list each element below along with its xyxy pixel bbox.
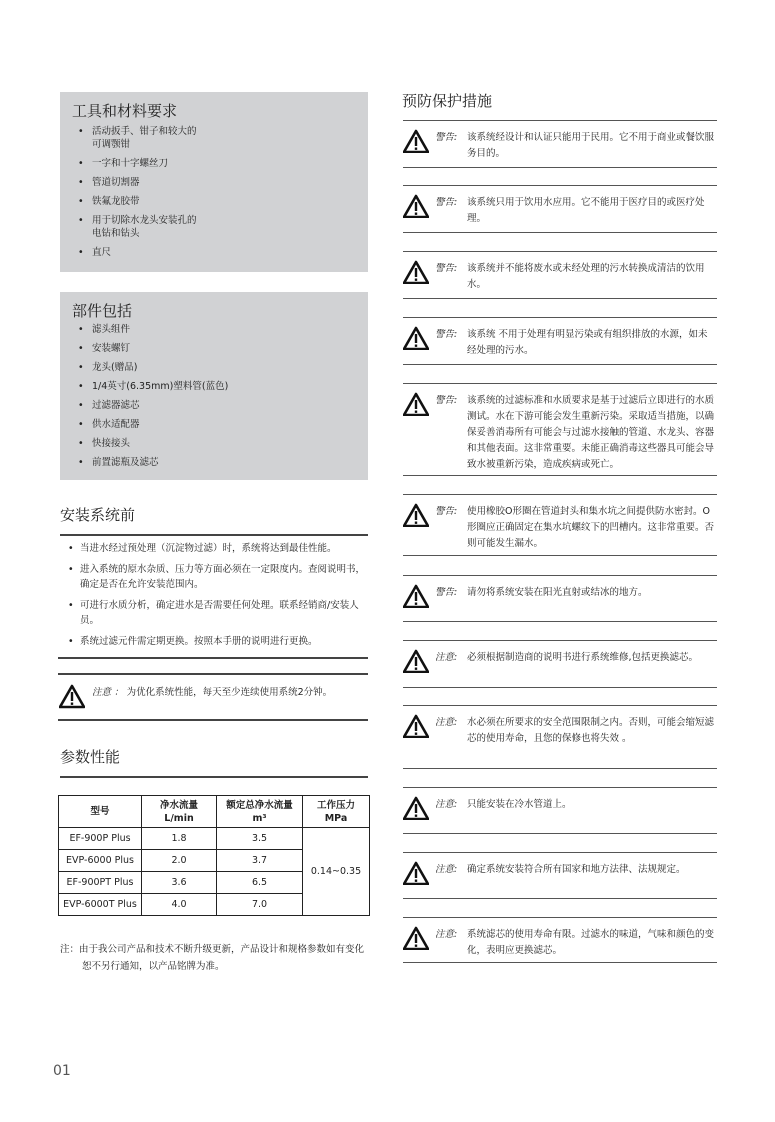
col-pressure: 工作压力 MPa (303, 796, 370, 828)
warning-icon (403, 926, 429, 950)
precaution-label: 警告: (435, 132, 458, 143)
precaution-body: 该系统的过滤标准和水质要求是基于过滤后立即进行的水质测试。水在下游可能会发生重新污染。采取适当措施，以确保妥善消毒所有可能会与过滤水接触的管道、水龙头、容器和其他表面。这非常重要。未能正确消毒这些器具可能会导致水被重新污染，造成疾病或死亡。 (467, 395, 715, 470)
precaution-item (403, 120, 717, 168)
warning-icon (403, 861, 429, 885)
precaution-body: 使用橡胶O形圈在管道封头和集水坑之间提供防水密封。O形圈应正确固定在集水坑螺纹下的凹槽内。这非常重要。否则可能发生漏水。 (467, 506, 715, 549)
precaution-body: 该系统经设计和认证只能用于民用。它不用于商业或餐饮服务目的。 (467, 132, 715, 159)
table-header-row (59, 796, 370, 828)
precaution-label: 注意: (435, 652, 458, 663)
list-item: • 一字和十字螺丝刀 (78, 157, 356, 170)
parts-list (72, 323, 356, 469)
col-flow: 净水流量 L/min (142, 796, 217, 828)
parts-title: 部件包括 (72, 302, 133, 320)
list-item: • 管道切割器 (78, 176, 356, 189)
list-item: • 铁氟龙胶带 (78, 195, 356, 208)
before-title: 安装系统前 (60, 506, 136, 524)
tools-list (72, 125, 356, 259)
precaution-label: 警告: (435, 587, 458, 598)
precaution-label: 注意: (435, 717, 458, 728)
precaution-text (435, 862, 717, 878)
precaution-body: 水必须在所要求的安全范围限制之内。否则，可能会缩短滤芯的使用寿命，且您的保修也将失效 。 (467, 717, 715, 744)
precaution-item (403, 251, 717, 299)
list-item: • 用于切除水龙头安装孔的 电钻和钻头 (78, 214, 356, 240)
table-row: EVP-6000 Plus 2.0 3.7 (59, 850, 370, 872)
tools-box (60, 92, 368, 272)
precaution-item (403, 787, 717, 834)
precaution-text (435, 261, 717, 293)
precaution-item (403, 317, 717, 365)
list-item: • 可进行水质分析，确定进水是否需要任何处理。联系经销商/安装人员。 (64, 598, 370, 628)
caution-label: 注意 ： (92, 687, 124, 698)
list-item: • 系统过滤元件需定期更换。按照本手册的说明进行更换。 (64, 634, 370, 649)
precaution-body: 该系统 不用于处理有明显污染或有组织排放的水源，如未经处理的污水。 (467, 329, 708, 356)
divider (58, 673, 368, 675)
precaution-item (403, 185, 717, 233)
precaution-item (403, 640, 717, 688)
pressure-cell: 0.14~0.35 (303, 828, 370, 916)
warning-icon (403, 796, 429, 820)
warning-icon (403, 584, 429, 608)
warning-icon (403, 326, 429, 350)
precaution-item (403, 494, 717, 556)
precaution-text (435, 927, 717, 959)
caution-text: 为优化系统性能，每天至少连续使用系统2分钟。 (126, 687, 333, 698)
parts-box (60, 292, 368, 480)
tools-title: 工具和材料要求 (72, 102, 178, 120)
precaution-body: 该系统并不能将废水或未经处理的污水转换成清洁的饮用水。 (467, 263, 705, 290)
warning-icon (59, 684, 85, 710)
precaution-body: 该系统只用于饮用水应用。它不能用于医疗目的或医疗处理。 (467, 197, 705, 224)
precaution-body: 只能安装在冷水管道上。 (467, 799, 572, 810)
precaution-label: 注意: (435, 864, 458, 875)
precaution-label: 警告: (435, 395, 458, 406)
precaution-text (435, 195, 717, 227)
col-model: 型号 (59, 796, 142, 828)
specs-title: 参数性能 (60, 748, 121, 766)
precaution-item (403, 917, 717, 963)
precaution-body: 系统滤芯的使用寿命有限。过滤水的味道，气味和颜色的变化，表明应更换滤芯。 (467, 929, 715, 956)
precaution-label: 警告: (435, 506, 458, 517)
precaution-text (435, 393, 717, 473)
divider (58, 719, 368, 721)
page-number: 01 (53, 1063, 71, 1079)
precaution-text (435, 797, 717, 813)
precaution-label: 警告: (435, 263, 458, 274)
warning-icon (403, 260, 429, 284)
divider (60, 534, 368, 536)
warning-icon (403, 649, 429, 673)
precaution-item (403, 852, 717, 899)
divider (58, 657, 368, 659)
precaution-body: 请勿将系统安装在阳光直射或结冰的地方。 (467, 587, 648, 598)
list-item: • 前置滤瓶及滤芯 (78, 456, 356, 469)
specs-note: 注：由于我公司产品和技术不断升级更新，产品设计和规格参数如有变化恕不另行通知，以产品铭牌为准。 (60, 944, 365, 972)
list-item: • 龙头(赠品) (78, 361, 356, 374)
precaution-text (435, 327, 717, 359)
table-row: EF-900P Plus 1.8 3.5 0.14~0.35 (59, 828, 370, 850)
list-item: • 过滤器滤芯 (78, 399, 356, 412)
precaution-label: 注意: (435, 929, 458, 940)
warning-icon (403, 129, 429, 153)
caution-note (92, 684, 332, 698)
divider (60, 776, 368, 778)
list-item: • 滤头组件 (78, 323, 356, 336)
precaution-item (403, 705, 717, 769)
col-capacity: 额定总净水流量 m³ (217, 796, 303, 828)
precaution-text (435, 585, 717, 601)
precaution-text (435, 650, 717, 666)
specs-table (58, 795, 370, 916)
list-item: • 进入系统的原水杂质、压力等方面必须在一定限度内。查阅说明书，确定是否在允许安装范围内。 (64, 562, 370, 592)
list-item: • 直尺 (78, 246, 356, 259)
list-item: • 供水适配器 (78, 418, 356, 431)
warning-icon (403, 194, 429, 218)
precaution-item (403, 383, 717, 476)
precaution-text (435, 130, 717, 162)
precaution-body: 必须根据制造商的说明书进行系统维修,包括更换滤芯。 (467, 652, 699, 663)
list-item: • 活动扳手、钳子和较大的 可调颚钳 (78, 125, 356, 151)
list-item: • 安装螺钉 (78, 342, 356, 355)
table-row: EVP-6000T Plus 4.0 7.0 (59, 894, 370, 916)
precaution-label: 注意: (435, 799, 458, 810)
list-item: • 快接接头 (78, 437, 356, 450)
warning-icon (403, 503, 429, 527)
before-list (64, 541, 370, 655)
list-item: • 当进水经过预处理（沉淀物过滤）时，系统将达到最佳性能。 (64, 541, 370, 556)
table-row: EF-900PT Plus 3.6 6.5 (59, 872, 370, 894)
precaution-text (435, 715, 717, 747)
precaution-label: 警告: (435, 329, 458, 340)
warning-icon (403, 714, 429, 738)
precaution-body: 确定系统安装符合所有国家和地方法律、法规规定。 (467, 864, 686, 875)
precautions-title: 预防保护措施 (402, 92, 493, 110)
precaution-item (403, 575, 717, 622)
list-item: • 1/4英寸(6.35mm)塑料管(蓝色) (78, 380, 356, 393)
precaution-label: 警告: (435, 197, 458, 208)
warning-icon (403, 392, 429, 416)
precaution-text (435, 504, 717, 552)
